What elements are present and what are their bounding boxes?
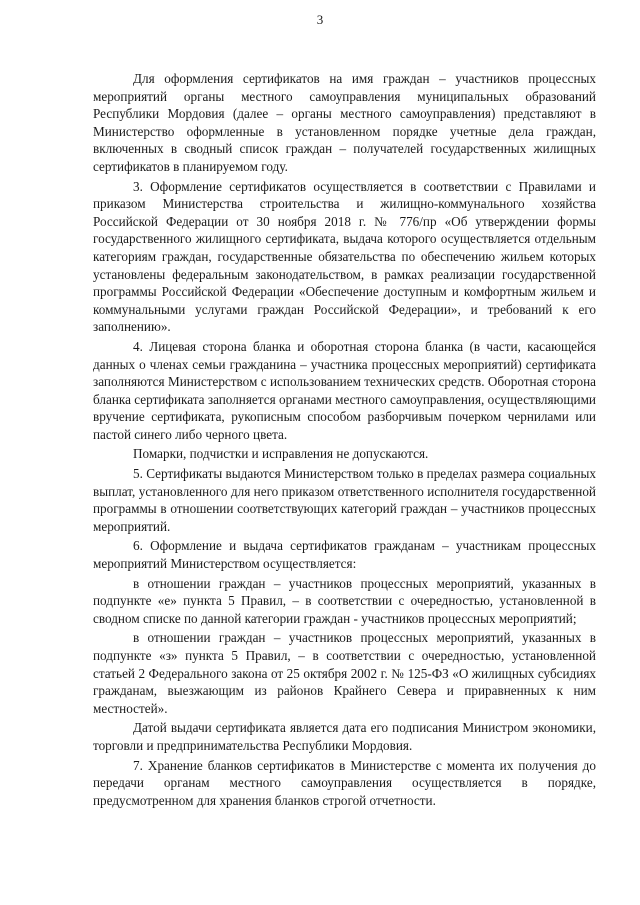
page-number: 3 — [316, 12, 324, 27]
paragraph-7: 7. Хранение бланков сертификатов в Министерстве с момента их получения до передачи органам местного самоуправления осуществляется в порядке, предусмотренном для хранения бланков строгой отчетности. — [93, 757, 596, 808]
paragraph-3: 3. Оформление сертификатов осуществляется в соответствии с Правилами и приказом Министерства строительства и жилищно-коммунального хозяйства Российской Федерации от 30 ноября 2018 г. № 776/пр «Об утверждении формы государственного жилищного сертификата, выдача которого осуществляется отдельным категориям граждан, государственные обязательства по обеспечению жильем которых установлены федеральным законодательством, в рамках реализации государственной программы Российской Федерации «Обеспечение доступным и комфортным жильем и коммунальными услугами граждан Российской Федерации», и требований к его заполнению». — [93, 178, 596, 335]
paragraph-4-note: Помарки, подчистки и исправления не допускаются. — [133, 446, 429, 462]
paragraph-4: 4. Лицевая сторона бланка и оборотная сторона бланка (в части, касающейся данных о членах семьи гражданина – участника процессных мероприятий) сертификата заполняются Министерством с использованием технических средств. Оборотная сторона бланка сертификата заполняется органами местного самоуправления, осуществляющими вручение сертификата, рукописным способом разборчивым почерком чернилами или пастой синего либо черного цвета. — [93, 338, 596, 442]
paragraph-6-issue-date: Датой выдачи сертификата является дата его подписания Министром экономики, торговли и предпринимательства Республики Мордовия. — [93, 720, 596, 753]
paragraph-6-item-z: в отношении граждан – участников процессных мероприятий, указанных в подпункте «з» пункта 5 Правил, – в соответствии с очередностью, установленной статьей 2 Федерального закона от 25 октября 2002 г. № 125-ФЗ «О жилищных субсидиях гражданам, выезжающим из районов Крайнего Севера и приравненных к ним местностей». — [93, 630, 596, 716]
paragraph-5: 5. Сертификаты выдаются Министерством только в пределах размера социальных выплат, установленного для него приказом ответственного исполнителя государственной программы в отношении соответствующих категорий граждан – участников процессных мероприятий. — [93, 466, 596, 534]
paragraph-6-item-e: в отношении граждан – участников процессных мероприятий, указанных в подпункте «е» пункта 5 Правил, – в соответствии с очередностью, установленной в сводном списке по данной категории граждан - участников процессных мероприятий; — [93, 575, 596, 626]
document-body — [93, 70, 596, 811]
paragraph-intro: Для оформления сертификатов на имя граждан – участников процессных мероприятий органы местного самоуправления муниципальных образований Республики Мордовия (далее – органы местного самоуправления) представляют в Министерство оформленные в установленном порядке учетные дела граждан, включенных в сводный список граждан – получателей государственных жилищных сертификатов в планируемом году. — [93, 71, 596, 174]
paragraph-6: 6. Оформление и выдача сертификатов гражданам – участникам процессных мероприятий Министерством осуществляется: — [93, 538, 596, 572]
